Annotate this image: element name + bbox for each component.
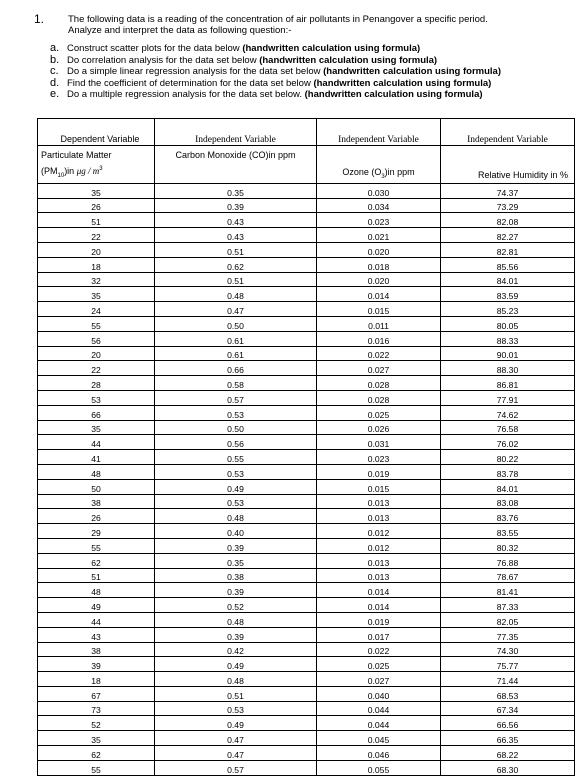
humidity-cell: 83.59 bbox=[441, 287, 575, 302]
pm10-cell: 35 bbox=[38, 731, 155, 746]
co-cell: 0.43 bbox=[155, 228, 317, 243]
pm10-cell: 56 bbox=[38, 331, 155, 346]
table-row bbox=[38, 213, 575, 228]
table-row bbox=[38, 746, 575, 761]
humidity-cell: 83.78 bbox=[441, 464, 575, 479]
pm10-cell: 52 bbox=[38, 716, 155, 731]
question-item-letter: a. bbox=[50, 42, 60, 54]
humidity-cell: 85.23 bbox=[441, 302, 575, 317]
humidity-cell: 74.30 bbox=[441, 642, 575, 657]
data-table bbox=[37, 118, 575, 776]
humidity-cell: 85.56 bbox=[441, 257, 575, 272]
question-item bbox=[50, 66, 501, 78]
co-cell: 0.47 bbox=[155, 746, 317, 761]
co-cell: 0.66 bbox=[155, 361, 317, 376]
co-cell: 0.49 bbox=[155, 479, 317, 494]
table-row bbox=[38, 731, 575, 746]
table-row bbox=[38, 198, 575, 213]
ozone-cell: 0.027 bbox=[317, 672, 441, 687]
header-particulate-matter bbox=[38, 146, 155, 184]
co-cell: 0.43 bbox=[155, 213, 317, 228]
ozone-cell: 0.055 bbox=[317, 760, 441, 775]
pm10-cell: 38 bbox=[38, 642, 155, 657]
ozone-cell: 0.045 bbox=[317, 731, 441, 746]
ozone-cell: 0.014 bbox=[317, 598, 441, 613]
co-cell: 0.56 bbox=[155, 435, 317, 450]
ozone-label-prefix: Ozone (O bbox=[342, 167, 382, 177]
ozone-cell: 0.012 bbox=[317, 538, 441, 553]
ozone-cell: 0.014 bbox=[317, 583, 441, 598]
ozone-cell: 0.023 bbox=[317, 450, 441, 465]
co-cell: 0.47 bbox=[155, 731, 317, 746]
table-row bbox=[38, 390, 575, 405]
co-cell: 0.48 bbox=[155, 672, 317, 687]
humidity-cell: 67.34 bbox=[441, 701, 575, 716]
humidity-cell: 74.62 bbox=[441, 405, 575, 420]
table-row bbox=[38, 183, 575, 198]
humidity-cell: 77.35 bbox=[441, 627, 575, 642]
table-row bbox=[38, 302, 575, 317]
question-item bbox=[50, 55, 501, 67]
header-independent-variable-2: Independent Variable bbox=[317, 119, 441, 146]
humidity-cell: 80.22 bbox=[441, 450, 575, 465]
ozone-cell: 0.012 bbox=[317, 524, 441, 539]
co-cell: 0.50 bbox=[155, 316, 317, 331]
humidity-cell: 76.02 bbox=[441, 435, 575, 450]
humidity-cell: 83.08 bbox=[441, 494, 575, 509]
question-item-letter: c. bbox=[50, 65, 59, 78]
ozone-cell: 0.028 bbox=[317, 390, 441, 405]
table-row bbox=[38, 686, 575, 701]
question-intro bbox=[68, 14, 568, 36]
pm-label-unit: μg / m bbox=[76, 166, 100, 176]
header-carbon-monoxide: Carbon Monoxide (CO)in ppm bbox=[155, 146, 317, 184]
ozone-cell: 0.025 bbox=[317, 405, 441, 420]
humidity-cell: 90.01 bbox=[441, 346, 575, 361]
co-cell: 0.58 bbox=[155, 376, 317, 391]
pm10-cell: 43 bbox=[38, 627, 155, 642]
co-cell: 0.49 bbox=[155, 716, 317, 731]
humidity-cell: 88.33 bbox=[441, 331, 575, 346]
co-cell: 0.39 bbox=[155, 538, 317, 553]
humidity-cell: 74.37 bbox=[441, 183, 575, 198]
ozone-cell: 0.025 bbox=[317, 657, 441, 672]
humidity-cell: 66.56 bbox=[441, 716, 575, 731]
table-row bbox=[38, 657, 575, 672]
humidity-cell: 68.53 bbox=[441, 686, 575, 701]
intro-line-1: The following data is a reading of the concentration of air pollutants in Penangover a specific period. bbox=[68, 14, 488, 25]
pm10-cell: 49 bbox=[38, 598, 155, 613]
pm10-cell: 26 bbox=[38, 198, 155, 213]
header-independent-variable-3: Independent Variable bbox=[441, 119, 575, 146]
co-cell: 0.35 bbox=[155, 553, 317, 568]
header-row-variable-type bbox=[38, 119, 575, 146]
ozone-label-subscript: 3 bbox=[381, 173, 385, 180]
co-cell: 0.53 bbox=[155, 405, 317, 420]
ozone-cell: 0.044 bbox=[317, 701, 441, 716]
co-cell: 0.47 bbox=[155, 302, 317, 317]
header-ozone bbox=[317, 146, 441, 184]
co-cell: 0.61 bbox=[155, 346, 317, 361]
pm10-cell: 22 bbox=[38, 361, 155, 376]
ozone-cell: 0.015 bbox=[317, 302, 441, 317]
pm10-cell: 35 bbox=[38, 183, 155, 198]
question-item-text: Do a simple linear regression analysis for the data set below bbox=[67, 66, 324, 78]
humidity-cell: 68.22 bbox=[441, 746, 575, 761]
pm-label-mid: )in bbox=[64, 166, 77, 176]
pm10-cell: 48 bbox=[38, 583, 155, 598]
ozone-cell: 0.034 bbox=[317, 198, 441, 213]
ozone-cell: 0.018 bbox=[317, 257, 441, 272]
pm10-cell: 38 bbox=[38, 494, 155, 509]
ozone-cell: 0.046 bbox=[317, 746, 441, 761]
pm10-cell: 48 bbox=[38, 464, 155, 479]
pm10-cell: 24 bbox=[38, 302, 155, 317]
table-row bbox=[38, 568, 575, 583]
table-row bbox=[38, 405, 575, 420]
pm10-cell: 20 bbox=[38, 346, 155, 361]
pm-label-superscript: 3 bbox=[99, 166, 103, 172]
table-row bbox=[38, 228, 575, 243]
humidity-cell: 77.91 bbox=[441, 390, 575, 405]
question-item-text: Find the coefficient of determination for the data set below bbox=[67, 77, 314, 89]
pm10-cell: 18 bbox=[38, 257, 155, 272]
table-row bbox=[38, 316, 575, 331]
co-cell: 0.38 bbox=[155, 568, 317, 583]
data-table-body bbox=[38, 183, 575, 775]
co-cell: 0.53 bbox=[155, 464, 317, 479]
pm10-cell: 73 bbox=[38, 701, 155, 716]
humidity-cell: 84.01 bbox=[441, 479, 575, 494]
question-item-bold-note: (handwritten calculation using formula) bbox=[259, 54, 438, 66]
co-cell: 0.53 bbox=[155, 494, 317, 509]
humidity-cell: 82.81 bbox=[441, 242, 575, 257]
humidity-cell: 82.05 bbox=[441, 612, 575, 627]
co-cell: 0.53 bbox=[155, 701, 317, 716]
table-row bbox=[38, 435, 575, 450]
ozone-cell: 0.013 bbox=[317, 553, 441, 568]
table-row bbox=[38, 672, 575, 687]
table-row bbox=[38, 361, 575, 376]
table-row bbox=[38, 479, 575, 494]
question-item-bold-note: (handwritten calculation using formula) bbox=[304, 89, 483, 101]
co-cell: 0.49 bbox=[155, 657, 317, 672]
co-cell: 0.51 bbox=[155, 272, 317, 287]
question-item-bold-note: (handwritten calculation using formula) bbox=[323, 66, 501, 78]
pm10-cell: 44 bbox=[38, 612, 155, 627]
co-cell: 0.52 bbox=[155, 598, 317, 613]
humidity-cell: 66.35 bbox=[441, 731, 575, 746]
co-cell: 0.50 bbox=[155, 420, 317, 435]
question-item bbox=[50, 43, 501, 55]
pm10-cell: 44 bbox=[38, 435, 155, 450]
question-item-letter: e. bbox=[50, 88, 60, 101]
humidity-cell: 82.08 bbox=[441, 213, 575, 228]
ozone-cell: 0.030 bbox=[317, 183, 441, 198]
pm-label-subscript: 10 bbox=[57, 172, 65, 179]
table-row bbox=[38, 538, 575, 553]
question-item-text: Do correlation analysis for the data set below bbox=[67, 54, 260, 66]
table-row bbox=[38, 716, 575, 731]
co-cell: 0.57 bbox=[155, 760, 317, 775]
ozone-cell: 0.022 bbox=[317, 642, 441, 657]
humidity-cell: 80.32 bbox=[441, 538, 575, 553]
table-row bbox=[38, 331, 575, 346]
question-item-bold-note: (handwritten calculation using formula) bbox=[313, 77, 492, 89]
pm10-cell: 66 bbox=[38, 405, 155, 420]
co-cell: 0.48 bbox=[155, 287, 317, 302]
pm10-cell: 18 bbox=[38, 672, 155, 687]
co-cell: 0.48 bbox=[155, 509, 317, 524]
humidity-cell: 83.76 bbox=[441, 509, 575, 524]
ozone-cell: 0.020 bbox=[317, 272, 441, 287]
question-item-text: Construct scatter plots for the data below bbox=[67, 43, 243, 54]
co-cell: 0.42 bbox=[155, 642, 317, 657]
pm10-cell: 29 bbox=[38, 524, 155, 539]
ozone-cell: 0.021 bbox=[317, 228, 441, 243]
pm10-cell: 62 bbox=[38, 746, 155, 761]
pm10-cell: 20 bbox=[38, 242, 155, 257]
ozone-cell: 0.016 bbox=[317, 331, 441, 346]
header-dependent-variable: Dependent Variable bbox=[38, 119, 155, 146]
table-row bbox=[38, 583, 575, 598]
pm10-cell: 22 bbox=[38, 228, 155, 243]
pm10-cell: 55 bbox=[38, 760, 155, 775]
pm10-cell: 32 bbox=[38, 272, 155, 287]
pm10-cell: 53 bbox=[38, 390, 155, 405]
co-cell: 0.48 bbox=[155, 612, 317, 627]
pm10-cell: 26 bbox=[38, 509, 155, 524]
pm10-cell: 28 bbox=[38, 376, 155, 391]
pm10-cell: 62 bbox=[38, 553, 155, 568]
table-row bbox=[38, 612, 575, 627]
table-row bbox=[38, 287, 575, 302]
table-row bbox=[38, 450, 575, 465]
humidity-cell: 76.58 bbox=[441, 420, 575, 435]
pm10-cell: 50 bbox=[38, 479, 155, 494]
question-item bbox=[50, 89, 501, 101]
ozone-cell: 0.040 bbox=[317, 686, 441, 701]
header-independent-variable-1: Independent Variable bbox=[155, 119, 317, 146]
pm-label-line-1: Particulate Matter bbox=[41, 150, 112, 160]
table-row bbox=[38, 464, 575, 479]
table-row bbox=[38, 257, 575, 272]
pm10-cell: 55 bbox=[38, 538, 155, 553]
ozone-cell: 0.015 bbox=[317, 479, 441, 494]
table-row bbox=[38, 553, 575, 568]
ozone-cell: 0.013 bbox=[317, 509, 441, 524]
ozone-cell: 0.044 bbox=[317, 716, 441, 731]
pm10-cell: 51 bbox=[38, 568, 155, 583]
humidity-cell: 76.88 bbox=[441, 553, 575, 568]
table-row bbox=[38, 524, 575, 539]
co-cell: 0.62 bbox=[155, 257, 317, 272]
question-item-bold-note: (handwritten calculation using formula) bbox=[242, 43, 421, 54]
intro-line-2: Analyze and interpret the data as following question:- bbox=[68, 25, 292, 36]
table-row bbox=[38, 760, 575, 775]
humidity-cell: 68.30 bbox=[441, 760, 575, 775]
ozone-cell: 0.031 bbox=[317, 435, 441, 450]
co-cell: 0.61 bbox=[155, 331, 317, 346]
table-row bbox=[38, 509, 575, 524]
humidity-cell: 80.05 bbox=[441, 316, 575, 331]
ozone-cell: 0.013 bbox=[317, 568, 441, 583]
ozone-cell: 0.011 bbox=[317, 316, 441, 331]
question-item bbox=[50, 78, 501, 90]
pm-label-prefix: (PM bbox=[41, 166, 58, 176]
pm10-cell: 35 bbox=[38, 287, 155, 302]
question-item-letter: d. bbox=[50, 76, 60, 89]
pm10-cell: 39 bbox=[38, 657, 155, 672]
table-row bbox=[38, 346, 575, 361]
humidity-cell: 86.81 bbox=[441, 376, 575, 391]
table-row bbox=[38, 242, 575, 257]
header-row-variable-name bbox=[38, 146, 575, 184]
co-cell: 0.39 bbox=[155, 198, 317, 213]
humidity-cell: 84.01 bbox=[441, 272, 575, 287]
table-row bbox=[38, 420, 575, 435]
ozone-cell: 0.026 bbox=[317, 420, 441, 435]
humidity-cell: 88.30 bbox=[441, 361, 575, 376]
pm10-cell: 41 bbox=[38, 450, 155, 465]
co-cell: 0.51 bbox=[155, 686, 317, 701]
humidity-cell: 82.27 bbox=[441, 228, 575, 243]
table-row bbox=[38, 701, 575, 716]
ozone-cell: 0.014 bbox=[317, 287, 441, 302]
ozone-cell: 0.019 bbox=[317, 464, 441, 479]
co-cell: 0.51 bbox=[155, 242, 317, 257]
pm10-cell: 55 bbox=[38, 316, 155, 331]
table-row bbox=[38, 376, 575, 391]
humidity-cell: 81.41 bbox=[441, 583, 575, 598]
co-cell: 0.39 bbox=[155, 627, 317, 642]
question-item-text: Do a multiple regression analysis for the data set below. bbox=[67, 89, 305, 101]
co-cell: 0.57 bbox=[155, 390, 317, 405]
ozone-cell: 0.020 bbox=[317, 242, 441, 257]
table-row bbox=[38, 642, 575, 657]
table-row bbox=[38, 598, 575, 613]
table-row bbox=[38, 494, 575, 509]
co-cell: 0.40 bbox=[155, 524, 317, 539]
question-item-letter: b. bbox=[50, 53, 60, 66]
question-number: 1. bbox=[34, 12, 45, 26]
pm10-cell: 67 bbox=[38, 686, 155, 701]
pm10-cell: 35 bbox=[38, 420, 155, 435]
co-cell: 0.55 bbox=[155, 450, 317, 465]
humidity-cell: 83.55 bbox=[441, 524, 575, 539]
co-cell: 0.39 bbox=[155, 583, 317, 598]
ozone-cell: 0.022 bbox=[317, 346, 441, 361]
ozone-cell: 0.027 bbox=[317, 361, 441, 376]
co-cell: 0.35 bbox=[155, 183, 317, 198]
humidity-cell: 78.67 bbox=[441, 568, 575, 583]
table-row bbox=[38, 272, 575, 287]
ozone-label-suffix: )in ppm bbox=[384, 167, 415, 177]
question-items-list bbox=[50, 43, 501, 101]
ozone-cell: 0.023 bbox=[317, 213, 441, 228]
humidity-cell: 71.44 bbox=[441, 672, 575, 687]
header-relative-humidity: Relative Humidity in % bbox=[441, 146, 575, 184]
ozone-cell: 0.013 bbox=[317, 494, 441, 509]
ozone-cell: 0.017 bbox=[317, 627, 441, 642]
humidity-cell: 75.77 bbox=[441, 657, 575, 672]
pm10-cell: 51 bbox=[38, 213, 155, 228]
table-row bbox=[38, 627, 575, 642]
ozone-cell: 0.028 bbox=[317, 376, 441, 391]
humidity-cell: 87.33 bbox=[441, 598, 575, 613]
humidity-cell: 73.29 bbox=[441, 198, 575, 213]
ozone-cell: 0.019 bbox=[317, 612, 441, 627]
